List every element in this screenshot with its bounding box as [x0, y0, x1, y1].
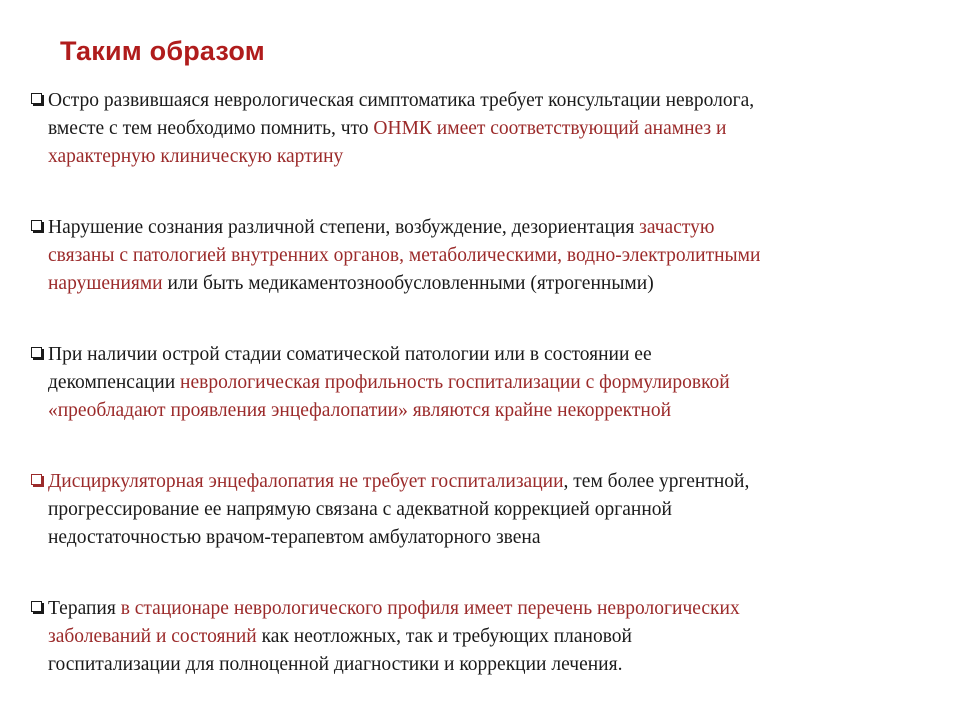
- bullet-text-line: [48, 369, 730, 397]
- body-text: , тем более ургентной,: [563, 471, 750, 492]
- bullet-text-line: [48, 115, 754, 143]
- highlighted-text: ОНМК имеет соответствующий анамнез и: [373, 118, 727, 139]
- bullet-text-line: [48, 496, 749, 524]
- bullet-item-1: [30, 87, 754, 171]
- bullet-text-line: [48, 651, 740, 679]
- body-text: прогрессирование ее напрямую связана с адекватной коррекцией органной: [48, 499, 672, 520]
- body-text: Терапия: [48, 598, 121, 619]
- bullet-text-line: [48, 242, 760, 270]
- body-text: декомпенсации: [48, 372, 181, 393]
- body-text: Остро развившаяся неврологическая симптоматика требует консультации невролога,: [48, 90, 755, 111]
- body-text: госпитализации для полноценной диагностики и коррекции лечения.: [48, 654, 623, 675]
- highlighted-text: связаны с патологией внутренних органов, метаболическими, водно-электролитными: [48, 245, 761, 266]
- body-text: как неотложных, так и требующих плановой: [256, 626, 632, 647]
- highlighted-text: «преобладают проявления энцефалопатии» являются крайне некорректной: [48, 400, 672, 421]
- bullet-text-line: [48, 623, 740, 651]
- checkbox-square-icon: [31, 601, 42, 612]
- highlighted-text: в стационаре неврологического профиля имеет перечень неврологических: [120, 598, 740, 619]
- bullet-text-line: [48, 468, 749, 496]
- bullet-text-line: [48, 87, 754, 115]
- body-text: При наличии острой стадии соматической патологии или в состоянии ее: [48, 344, 652, 365]
- checkbox-square-icon: [31, 347, 42, 358]
- highlighted-text: нарушениями: [48, 273, 163, 294]
- checkbox-square-icon: [31, 93, 42, 104]
- checkbox-square-icon: [31, 220, 42, 231]
- highlighted-text: заболеваний и состояний: [48, 626, 257, 647]
- bullet-text-line: [48, 341, 730, 369]
- bullet-item-3: [30, 341, 730, 425]
- highlighted-text: Дисциркуляторная энцефалопатия не требует госпитализации: [48, 471, 564, 492]
- bullet-item-5: [30, 595, 740, 679]
- bullet-text-line: [48, 214, 760, 242]
- bullet-item-2: [30, 214, 760, 298]
- bullet-text-line: [48, 143, 754, 171]
- highlighted-text: характерную клиническую картину: [48, 146, 344, 167]
- body-text: Нарушение сознания различной степени, возбуждение, дезориентация: [48, 217, 640, 238]
- body-text: вместе с тем необходимо помнить, что: [48, 118, 374, 139]
- bullet-text-line: [48, 524, 749, 552]
- bullet-text-line: [48, 270, 760, 298]
- bullet-item-4: [30, 468, 749, 552]
- highlighted-text: зачастую: [639, 217, 715, 238]
- slide-title: Таким образом: [60, 36, 265, 66]
- bullet-text-line: [48, 397, 730, 425]
- body-text: или быть медикаментознообусловленными (ятрогенными): [162, 273, 654, 294]
- checkbox-square-icon: [31, 474, 42, 485]
- highlighted-text: неврологическая профильность госпитализации с формулировкой: [180, 372, 730, 393]
- bullet-text-line: [48, 595, 740, 623]
- body-text: недостаточностью врачом-терапевтом амбулаторного звена: [48, 527, 541, 548]
